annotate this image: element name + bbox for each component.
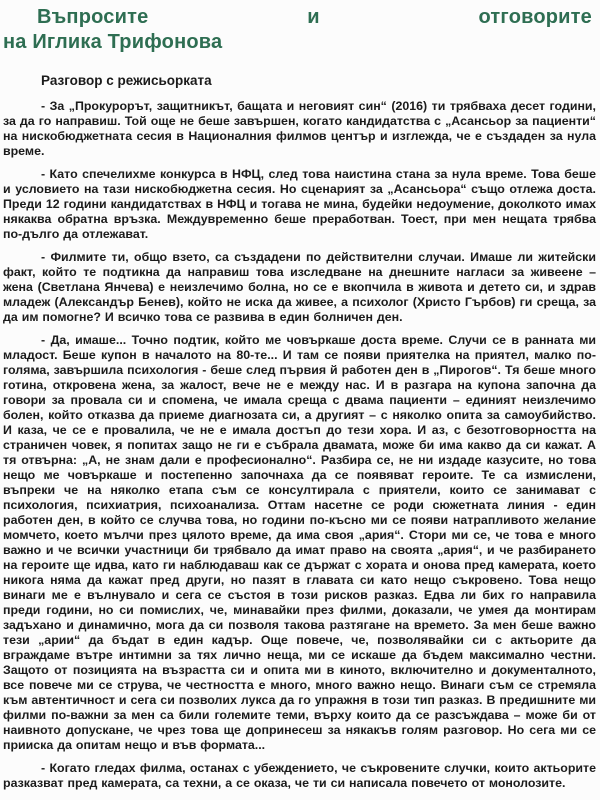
paragraph-answer-2: - Да, имаше... Точно подтик, който ме човъркаше доста време. Случи се в ранната ми младост. Беше купон в началото на 80-те... И там се появи приятелка на приятел, малко по-голяма, завършила психология - беше след първия й работен ден в „Пирогов“. Тя беше много готина, откровена жена, за жалост, вече не е между нас. И в разгара на купона започна да говори за провала си и спомена, че имала среща с двама пациенти – единият неизлечимо болен, който отказва да приеме диагнозата си, а другият – с няколко опита за самоубийство. И каза, че се е провалила, че не е имала достъп до тези хора. И аз, с безотговорността на страничен човек, я попитах защо не ги е събрала двамата, може би има какво да си кажат. А тя отвърна: „А, не знам дали е професионално“. Разбира се, не ни издаде казусите, но това нещо ме човъркаше и постепенно започнаха да се появяват героите. Те са измислени, въпреки че на няколко етапа съм се консултирала с приятели, които се занимават с психология, психиатрия, психоанализа. Оттам насетне се роди сюжетната линия - един работен ден, в който се случва това, но години по-късно ми се появи натрапливото желание момчето, което мълчи през цялото време, да има своя „ария“. Стори ми се, че това е много важно и че всички участници би трябвало да имат право на своята „ария“, и че разбирането на героите ще идва, като ги наблюдаваш как се държат с хората и онова пред камерата, което никога няма да кажат пред други, но пазят в главата си като нещо съкровено. Това нещо винаги ме е вълнувало и сега се състоя в този рисков разказ. Едва ли бих го направила преди години, но си помислих, че, минавайки през филми, доказали, че умея да монтирам задъхано и динамично, мога да си позволя такова разтягане на времето. За мен беше важно тези „арии“ да бъдат в един кадър. Още повече, че, позволявайки си с актьорите да вграждаме вътре интимни за тях лично неща, ми се искаше да бъдем максимално честни. Защото от позицията на възрастта си и опита ми в киното, включително и документалното, все повече ми се струва, че честността е много, много важно нещо. Винаги съм се стремяла към автентичност и сега си позволих лукса да го упражня в този тип разказ. В предишните ми филми по-важни за мен са били големите теми, върху които да се разсъждава – може би от наивното допускане, че чрез това ще допринесеш за някакъв голям разговор. Но сега ми се прииска да опитам нещо и във формата... bbox=[3, 333, 596, 752]
paragraph-question-2: - Филмите ти, общо взето, са създадени по действителни случаи. Имаше ли житейски факт, който те подтикна да направиш това изследване на днешните нагласи за живеене – жена (Светлана Янчева) е неизлечимо болна, но се е вкопчила в живота и детето си, и здрав младеж (Александър Бенев), който не иска да живее, а психолог (Христо Гърбов) ги среща, за да им помогне? И всичко това се развива в един болничен ден. bbox=[3, 250, 596, 324]
paragraph-answer-1: - Като спечелихме конкурса в НФЦ, след това наистина стана за нула време. Това беше и условието на тази нискобюджетна сесия. Но сценарият за „Асансьора“ също отлежа доста. Преди 12 години кандидатствах в НФЦ и тогава не мина, будейки недоумение, доколкото имах някаква обратна връзка. Междувременно беше преработван. Тоест, при мен нещата трябва по-дълго да отлежават. bbox=[3, 167, 596, 241]
article-title-line-1: Въпросите и отговорите bbox=[37, 6, 592, 28]
paragraph-question-1: - За „Прокурорът, защитникът, бащата и неговият син“ (2016) ти трябваха десет години, за да го направиш. Той още не беше завършен, когато кандидатства с „Асансьор за пациенти“ на нискобюджетната сесия в Националния филмов център и изглежда, че е създаден за нула време. bbox=[3, 99, 596, 158]
article-title-line-2: на Иглика Трифонова bbox=[3, 31, 223, 53]
section-heading: Разговор с режисьорката bbox=[41, 73, 212, 88]
article-title bbox=[3, 5, 596, 55]
paragraph-question-3: - Когато гледах филма, останах с убеждението, че съкровените случки, които актьорите разказват пред камерата, са техни, а се оказа, че ти си написала повечето от монолозите. bbox=[3, 761, 596, 790]
